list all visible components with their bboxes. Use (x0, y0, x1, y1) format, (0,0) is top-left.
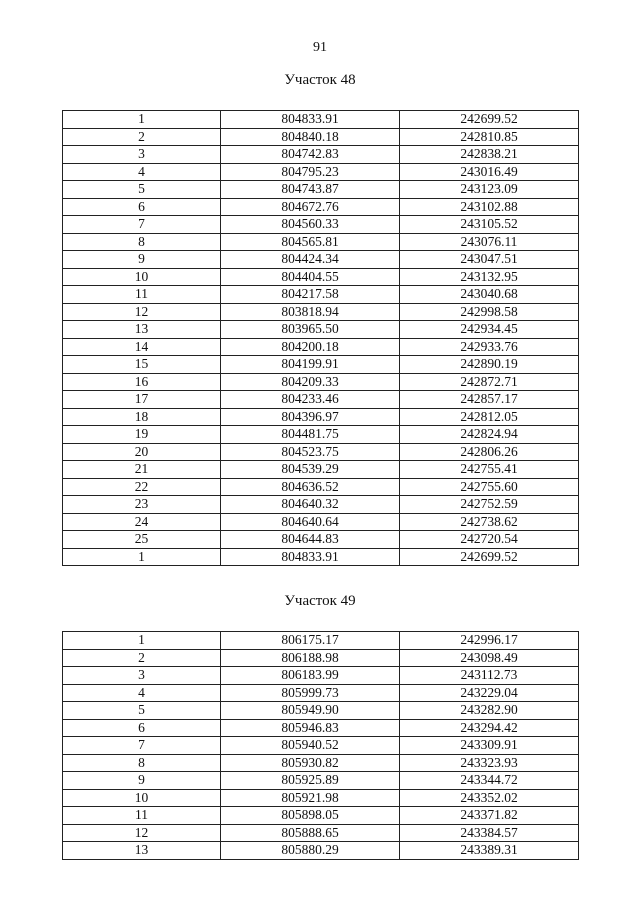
y-coordinate-cell: 243389.31 (400, 842, 579, 860)
y-coordinate-cell: 243112.73 (400, 667, 579, 685)
point-number-cell: 12 (63, 824, 221, 842)
y-coordinate-cell: 242934.45 (400, 321, 579, 339)
point-number-cell: 25 (63, 531, 221, 549)
x-coordinate-cell: 805940.52 (221, 737, 400, 755)
table-row (63, 426, 579, 444)
point-number-cell: 1 (63, 111, 221, 129)
table-row (63, 338, 579, 356)
y-coordinate-cell: 242720.54 (400, 531, 579, 549)
point-number-cell: 9 (63, 251, 221, 269)
y-coordinate-cell: 243132.95 (400, 268, 579, 286)
table-row (63, 373, 579, 391)
point-number-cell: 16 (63, 373, 221, 391)
x-coordinate-cell: 804833.91 (221, 548, 400, 566)
point-number-cell: 19 (63, 426, 221, 444)
table-row (63, 513, 579, 531)
y-coordinate-cell: 242738.62 (400, 513, 579, 531)
table-row (63, 251, 579, 269)
point-number-cell: 22 (63, 478, 221, 496)
y-coordinate-cell: 243098.49 (400, 649, 579, 667)
table-row (63, 531, 579, 549)
point-number-cell: 5 (63, 181, 221, 199)
y-coordinate-cell: 242755.60 (400, 478, 579, 496)
table-row (63, 548, 579, 566)
table-row (63, 496, 579, 514)
table-row (63, 111, 579, 129)
table-row (63, 128, 579, 146)
point-number-cell: 23 (63, 496, 221, 514)
x-coordinate-cell: 805898.05 (221, 807, 400, 825)
point-number-cell: 5 (63, 702, 221, 720)
point-number-cell: 24 (63, 513, 221, 531)
point-number-cell: 15 (63, 356, 221, 374)
section-title-49: Участок 49 (284, 593, 356, 609)
table-row (63, 719, 579, 737)
point-number-cell: 20 (63, 443, 221, 461)
y-coordinate-cell: 242996.17 (400, 632, 579, 650)
x-coordinate-cell: 804404.55 (221, 268, 400, 286)
y-coordinate-cell: 242806.26 (400, 443, 579, 461)
x-coordinate-cell: 804539.29 (221, 461, 400, 479)
table-row (63, 789, 579, 807)
section-title-48: Участок 48 (284, 72, 356, 88)
point-number-cell: 18 (63, 408, 221, 426)
x-coordinate-cell: 804523.75 (221, 443, 400, 461)
x-coordinate-cell: 804565.81 (221, 233, 400, 251)
x-coordinate-cell: 804199.91 (221, 356, 400, 374)
y-coordinate-cell: 243344.72 (400, 772, 579, 790)
x-coordinate-cell: 804233.46 (221, 391, 400, 409)
x-coordinate-cell: 805880.29 (221, 842, 400, 860)
x-coordinate-cell: 804640.64 (221, 513, 400, 531)
table-row (63, 461, 579, 479)
table-row (63, 649, 579, 667)
point-number-cell: 12 (63, 303, 221, 321)
table-row (63, 684, 579, 702)
y-coordinate-cell: 243282.90 (400, 702, 579, 720)
point-number-cell: 4 (63, 163, 221, 181)
x-coordinate-cell: 803818.94 (221, 303, 400, 321)
table-row (63, 632, 579, 650)
x-coordinate-cell: 804424.34 (221, 251, 400, 269)
y-coordinate-cell: 242890.19 (400, 356, 579, 374)
point-number-cell: 13 (63, 321, 221, 339)
x-coordinate-cell: 804481.75 (221, 426, 400, 444)
y-coordinate-cell: 242857.17 (400, 391, 579, 409)
table-row (63, 303, 579, 321)
y-coordinate-cell: 242998.58 (400, 303, 579, 321)
table-row (63, 408, 579, 426)
x-coordinate-cell: 805946.83 (221, 719, 400, 737)
table-row (63, 216, 579, 234)
y-coordinate-cell: 243323.93 (400, 754, 579, 772)
x-coordinate-cell: 804840.18 (221, 128, 400, 146)
point-number-cell: 14 (63, 338, 221, 356)
x-coordinate-cell: 804217.58 (221, 286, 400, 304)
point-number-cell: 9 (63, 772, 221, 790)
table-row (63, 181, 579, 199)
point-number-cell: 21 (63, 461, 221, 479)
point-number-cell: 3 (63, 146, 221, 164)
table-row (63, 443, 579, 461)
y-coordinate-cell: 243352.02 (400, 789, 579, 807)
y-coordinate-cell: 243384.57 (400, 824, 579, 842)
y-coordinate-cell: 242838.21 (400, 146, 579, 164)
x-coordinate-cell: 805949.90 (221, 702, 400, 720)
x-coordinate-cell: 804743.87 (221, 181, 400, 199)
point-number-cell: 10 (63, 268, 221, 286)
x-coordinate-cell: 804795.23 (221, 163, 400, 181)
y-coordinate-cell: 242812.05 (400, 408, 579, 426)
y-coordinate-cell: 243047.51 (400, 251, 579, 269)
y-coordinate-cell: 243102.88 (400, 198, 579, 216)
point-number-cell: 1 (63, 632, 221, 650)
y-coordinate-cell: 243309.91 (400, 737, 579, 755)
point-number-cell: 8 (63, 233, 221, 251)
table-row (63, 737, 579, 755)
y-coordinate-cell: 243229.04 (400, 684, 579, 702)
x-coordinate-cell: 805930.82 (221, 754, 400, 772)
point-number-cell: 2 (63, 649, 221, 667)
x-coordinate-cell: 804833.91 (221, 111, 400, 129)
y-coordinate-cell: 242755.41 (400, 461, 579, 479)
table-row (63, 198, 579, 216)
point-number-cell: 3 (63, 667, 221, 685)
point-number-cell: 17 (63, 391, 221, 409)
table-row (63, 356, 579, 374)
point-number-cell: 8 (63, 754, 221, 772)
page-number: 91 (313, 40, 327, 55)
x-coordinate-cell: 805888.65 (221, 824, 400, 842)
x-coordinate-cell: 804209.33 (221, 373, 400, 391)
x-coordinate-cell: 804396.97 (221, 408, 400, 426)
x-coordinate-cell: 805999.73 (221, 684, 400, 702)
point-number-cell: 7 (63, 216, 221, 234)
x-coordinate-cell: 804200.18 (221, 338, 400, 356)
point-number-cell: 10 (63, 789, 221, 807)
y-coordinate-cell: 243076.11 (400, 233, 579, 251)
point-number-cell: 1 (63, 548, 221, 566)
y-coordinate-cell: 242752.59 (400, 496, 579, 514)
y-coordinate-cell: 243371.82 (400, 807, 579, 825)
y-coordinate-cell: 242933.76 (400, 338, 579, 356)
y-coordinate-cell: 242810.85 (400, 128, 579, 146)
x-coordinate-cell: 805921.98 (221, 789, 400, 807)
x-coordinate-cell: 805925.89 (221, 772, 400, 790)
table-row (63, 233, 579, 251)
x-coordinate-cell: 804560.33 (221, 216, 400, 234)
x-coordinate-cell: 806183.99 (221, 667, 400, 685)
table-row (63, 478, 579, 496)
x-coordinate-cell: 804742.83 (221, 146, 400, 164)
table-row (63, 321, 579, 339)
table-row (63, 667, 579, 685)
table-row (63, 772, 579, 790)
point-number-cell: 4 (63, 684, 221, 702)
y-coordinate-cell: 242872.71 (400, 373, 579, 391)
table-row (63, 268, 579, 286)
y-coordinate-cell: 243040.68 (400, 286, 579, 304)
y-coordinate-cell: 242824.94 (400, 426, 579, 444)
point-number-cell: 7 (63, 737, 221, 755)
table-row (63, 286, 579, 304)
table-row (63, 824, 579, 842)
y-coordinate-cell: 243016.49 (400, 163, 579, 181)
x-coordinate-cell: 806188.98 (221, 649, 400, 667)
table-row (63, 842, 579, 860)
point-number-cell: 11 (63, 807, 221, 825)
x-coordinate-cell: 806175.17 (221, 632, 400, 650)
point-number-cell: 6 (63, 198, 221, 216)
x-coordinate-cell: 804644.83 (221, 531, 400, 549)
x-coordinate-cell: 804672.76 (221, 198, 400, 216)
y-coordinate-cell: 242699.52 (400, 111, 579, 129)
x-coordinate-cell: 803965.50 (221, 321, 400, 339)
y-coordinate-cell: 243105.52 (400, 216, 579, 234)
y-coordinate-cell: 242699.52 (400, 548, 579, 566)
coordinates-table-48 (62, 110, 579, 566)
table-row (63, 807, 579, 825)
table-row (63, 391, 579, 409)
point-number-cell: 13 (63, 842, 221, 860)
point-number-cell: 11 (63, 286, 221, 304)
point-number-cell: 6 (63, 719, 221, 737)
x-coordinate-cell: 804636.52 (221, 478, 400, 496)
x-coordinate-cell: 804640.32 (221, 496, 400, 514)
y-coordinate-cell: 243294.42 (400, 719, 579, 737)
table-row (63, 754, 579, 772)
point-number-cell: 2 (63, 128, 221, 146)
y-coordinate-cell: 243123.09 (400, 181, 579, 199)
table-row (63, 702, 579, 720)
table-row (63, 146, 579, 164)
table-row (63, 163, 579, 181)
coordinates-table-49 (62, 631, 579, 860)
